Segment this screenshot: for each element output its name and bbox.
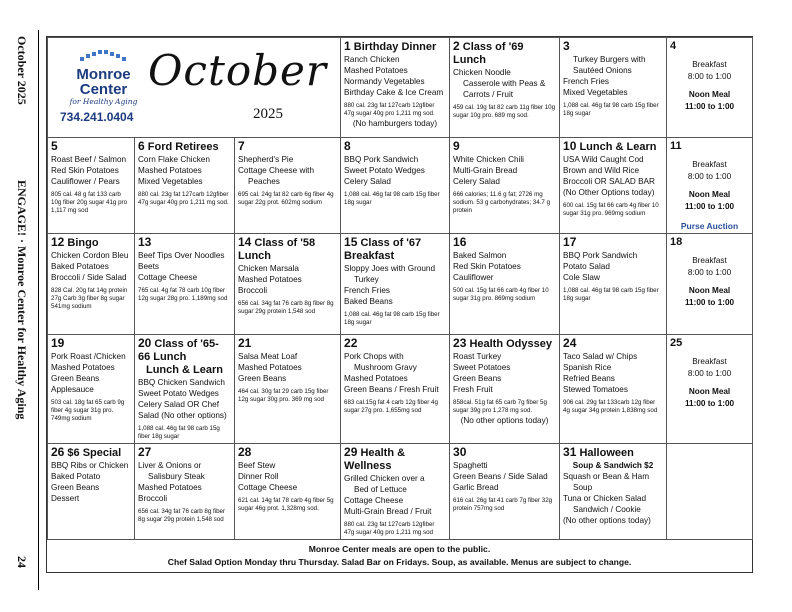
day-number: 15 — [344, 235, 358, 249]
menu-item: Roast Beef / Salmon — [51, 155, 127, 164]
day-number: 17 — [563, 235, 577, 249]
menu-item: Potato Salad — [563, 262, 610, 271]
day-header — [51, 446, 131, 460]
menu-item: Cottage Cheese — [344, 496, 404, 505]
nutrition-info: 695 cal. 24g fat 82 carb 6g fiber 4g sugar 22g prot. 602mg sodium — [238, 191, 334, 206]
menu-item: Sandwich / Cookie — [573, 505, 641, 514]
nutrition-info: 1,088 cal. 46g fat 98 carb 15g fiber 18g sugar — [344, 311, 440, 326]
day-cell — [48, 234, 135, 335]
day-cell — [450, 444, 560, 540]
day-number: 23 — [453, 336, 467, 350]
noon-label: Noon Meal — [688, 90, 731, 99]
menu-item: Green Beans / Fresh Fruit — [344, 385, 439, 394]
menu-item: Salisbury Steak — [148, 472, 205, 481]
menu-item: Shepherd's Pie — [238, 155, 294, 164]
menu-item: Fresh Fruit — [453, 385, 493, 394]
menu-item: Mixed Vegetables — [563, 88, 628, 97]
sidebar-page-number: 24 — [15, 556, 29, 568]
day-cell — [48, 444, 135, 540]
day-cell — [235, 234, 341, 335]
menu-item: Baked Beans — [344, 297, 393, 306]
nutrition-info: 621 cal. 14g fat 78 carb 4g fiber 5g sugar 46g prot. 1,328mg sod. — [238, 497, 334, 512]
calendar-grid — [47, 37, 753, 540]
logo-arc-icon — [74, 48, 134, 62]
menu-item: Stewed Tomatoes — [563, 385, 628, 394]
day-number: 4 — [670, 40, 677, 52]
day-number: 19 — [51, 336, 65, 350]
day-header — [238, 140, 337, 154]
day-header — [138, 236, 231, 250]
day-cell — [135, 138, 235, 234]
calendar-row — [48, 138, 753, 234]
menu-item: Garlic Bread — [453, 483, 499, 492]
menu-item: BBQ Ribs or Chicken — [51, 461, 129, 470]
noon-time: 11:00 to 1:00 — [684, 399, 735, 408]
day-cell — [341, 444, 450, 540]
menu-item: Dinner Roll — [238, 472, 279, 481]
saturday-cell — [667, 138, 753, 234]
menu-item: Baked Salmon — [453, 251, 507, 260]
header-cell — [48, 38, 341, 138]
day-cell — [235, 335, 341, 444]
day-number: 8 — [344, 139, 351, 153]
menu-item: Mashed Potatoes — [138, 483, 202, 492]
day-cell — [560, 234, 667, 335]
day-event-title: $6 Special — [67, 447, 122, 459]
day-number: 2 — [453, 39, 460, 53]
day-number: 22 — [344, 336, 358, 350]
menu-item: French Fries — [563, 77, 609, 86]
nutrition-info: 880 cal. 23g fat 127carb 12gfiber 47g sugar 40g pro 1,211 mg sod. — [344, 102, 435, 117]
nutrition-info: 1,088 cal. 46g fat 98 carb 15g fiber 18g sugar — [344, 191, 440, 206]
day-cell — [450, 234, 560, 335]
menu-item: Spaghetti — [453, 461, 488, 470]
day-event-title: Class of '65-66 Lunch — [138, 338, 219, 363]
day-cell — [135, 444, 235, 540]
day-header — [344, 446, 446, 473]
menu-item: Mashed Potatoes — [344, 66, 408, 75]
nutrition-info: 503 cal. 18g fat 65 carb 9g fiber 4g sugar 31g pro. 749mg sodium — [51, 399, 125, 422]
day-cell — [235, 444, 341, 540]
footer — [47, 540, 752, 572]
day-number: 6 — [138, 139, 145, 153]
menu-item: Spanish Rice — [563, 363, 612, 372]
menu-item: USA Wild Caught Cod — [563, 155, 644, 164]
day-header — [453, 236, 556, 250]
menu-item: Green Beans / Side Salad — [453, 472, 548, 481]
day-number: 18 — [670, 236, 683, 248]
day-event-subtitle: Lunch & Learn — [145, 364, 223, 376]
day-cell — [135, 335, 235, 444]
day-number: 31 — [563, 445, 577, 459]
day-event-title: Class of '67 Breakfast — [344, 237, 422, 262]
day-header — [453, 337, 556, 351]
menu-item: Baked Potato — [51, 472, 101, 481]
day-event-title: Halloween — [579, 447, 634, 459]
menu-item: Mashed Potatoes — [238, 275, 302, 284]
menu-item: Grilled Chicken over a — [344, 474, 425, 483]
menu-item: Sloppy Joes with Ground — [344, 264, 436, 273]
menu-item: Celery Salad — [344, 177, 391, 186]
menu-item: Broccoli / Side Salad — [51, 273, 127, 282]
sidebar-publication: ENGAGE! · Monroe Center for Healthy Aging — [15, 180, 29, 420]
day-header — [563, 236, 663, 250]
menu-item: Green Beans — [453, 374, 502, 383]
menu-item: Green Beans — [51, 374, 100, 383]
footer-line-1: Monroe Center meals are open to the public. — [308, 544, 491, 554]
nutrition-info: 1,088 cal. 46g fat 98 carb 15g fiber 18g sugar — [563, 287, 659, 302]
nutrition-info: 1,088 cal. 46g fat 98 carb 15g fiber 18g sugar — [563, 102, 659, 117]
menu-item: Turkey — [354, 275, 379, 284]
day-cell — [235, 138, 341, 234]
nutrition-info: 600 cal. 15g fat 66 carb 4g fiber 10 sugar 31g pro. 969mg sodium — [563, 202, 659, 217]
day-number: 27 — [138, 445, 152, 459]
day-number: 14 — [238, 235, 252, 249]
menu-item: Brown and Wild Rice — [563, 166, 640, 175]
menu-item: Cottage Cheese — [138, 273, 198, 282]
year-title: 2025 — [253, 106, 283, 122]
menu-note: (No other options today) — [460, 416, 549, 425]
menu-note: (No hamburgers today) — [352, 119, 438, 128]
menu-item: Peaches — [248, 177, 280, 186]
noon-label: Noon Meal — [688, 190, 731, 199]
day-number: 30 — [453, 445, 467, 459]
day-event-title: Ford Retirees — [147, 141, 219, 153]
breakfast-time: 8:00 to 1:00 — [687, 268, 732, 277]
day-header — [51, 236, 131, 250]
menu-item: Chicken Marsala — [238, 264, 299, 273]
noon-meal-hours — [670, 386, 749, 410]
day-header — [344, 337, 446, 351]
page-sidebar — [0, 0, 40, 612]
month-title: October — [148, 46, 327, 95]
noon-meal-hours — [670, 285, 749, 309]
menu-item: (No Other Options today) — [563, 188, 655, 197]
menu-item: BBQ Chicken Sandwich — [138, 378, 225, 387]
calendar-body — [48, 38, 753, 540]
noon-time: 11:00 to 1:00 — [684, 298, 735, 307]
nutrition-info: 1,088 cal. 46g fat 98 carb 15g fiber 18g sugar — [138, 425, 220, 440]
day-header — [51, 337, 131, 351]
nutrition-info: 683 cal.15g fat 4 carb 12g fiber 4g sugar 27g pro. 1,655mg sod — [344, 399, 438, 414]
menu-item: White Chicken Chili — [453, 155, 524, 164]
day-number: 28 — [238, 445, 252, 459]
day-header — [563, 40, 663, 54]
day-header — [238, 446, 337, 460]
breakfast-hours — [670, 356, 749, 380]
noon-label: Noon Meal — [688, 387, 731, 396]
menu-item: Liver & Onions or — [138, 461, 202, 470]
menu-item: Cauliflower — [453, 273, 494, 282]
menu-item: Pork Roast /Chicken — [51, 352, 126, 361]
day-event-title: Class of '69 Lunch — [453, 41, 524, 66]
day-cell — [450, 38, 560, 138]
menu-item: Chicken Cordon Bleu — [51, 251, 129, 260]
menu-item: Salad (No other options) — [138, 411, 227, 420]
nutrition-info: 500 cal. 15g fat 66 carb 4g fiber 10 sugar 31g pro. 869mg sodium — [453, 287, 549, 302]
day-number: 11 — [670, 140, 682, 152]
day-cell — [560, 38, 667, 138]
menu-item: Beets — [138, 262, 159, 271]
nutrition-info: 880 cal. 23g fat 127carb 12gfiber 47g sugar 40g pro 1,211 mg sod — [344, 521, 435, 536]
day-header — [453, 140, 556, 154]
menu-item: Soup & Sandwich $2 — [572, 461, 654, 470]
day-header — [344, 140, 446, 154]
day-cell — [341, 38, 450, 138]
menu-item: Beef Stew — [238, 461, 276, 470]
menu-item: Sautéed Onions — [573, 66, 632, 75]
day-header — [138, 140, 231, 154]
day-event-title: Birthday Dinner — [353, 41, 437, 53]
menu-item: Tuna or Chicken Salad — [563, 494, 646, 503]
day-header — [563, 446, 663, 460]
day-number: 25 — [670, 337, 683, 349]
menu-item: Broccoli OR SALAD BAR — [563, 177, 655, 186]
menu-item: Roast Turkey — [453, 352, 502, 361]
breakfast-time: 8:00 to 1:00 — [687, 369, 732, 378]
day-header — [138, 446, 231, 460]
nutrition-info: 656 cal. 34g fat 76 carb 8g fiber 8g sugar 29g protein 1,548 sod — [138, 508, 226, 523]
day-header — [563, 337, 663, 351]
day-cell — [560, 444, 667, 540]
menu-item: Sweet Potatoes — [453, 363, 511, 372]
breakfast-label: Breakfast — [692, 357, 727, 366]
menu-item: Casserole with Peas & — [463, 79, 546, 88]
day-number: 3 — [563, 39, 570, 53]
calendar-row — [48, 234, 753, 335]
menu-item: Green Beans — [51, 483, 100, 492]
nutrition-info: 765 cal. 4g fat 78 carb 10g fiber 12g sugar 28g pro. 1,189mg sod — [138, 287, 228, 302]
day-header — [238, 337, 337, 351]
calendar-row — [48, 38, 753, 138]
breakfast-label: Breakfast — [692, 60, 727, 69]
day-number: 24 — [563, 336, 577, 350]
menu-item: Normandy Vegetables — [344, 77, 425, 86]
nutrition-info: 805 cal. 48 g fat 133 carb 10g fiber 20g sugar 41g pro 1,117 mg sod — [51, 191, 128, 214]
nutrition-info: 906 cal. 29g fat 133carb 12g fiber 4g sugar 34g protein 1,838mg sod — [563, 399, 658, 414]
calendar-row — [48, 335, 753, 444]
calendar-row — [48, 444, 753, 540]
day-header — [453, 40, 556, 67]
menu-item: Sweet Potato Wedges — [138, 389, 219, 398]
day-cell — [450, 335, 560, 444]
day-cell — [341, 335, 450, 444]
day-number: 21 — [238, 336, 252, 350]
saturday-cell — [667, 444, 753, 540]
day-event-title: Bingo — [67, 237, 99, 249]
nutrition-info: 858cal. 51g fat 65 carb 7g fiber 5g sugar 39g pro 1,278 mg sod. — [453, 399, 547, 414]
breakfast-hours — [670, 59, 749, 83]
day-cell — [450, 138, 560, 234]
event-label: Purse Auction — [680, 221, 739, 231]
menu-item: Chicken Noodle — [453, 68, 511, 77]
day-number: 13 — [138, 235, 152, 249]
menu-calendar — [46, 36, 753, 573]
menu-item: Baked Potatoes — [51, 262, 109, 271]
menu-item: Multi-Grain Bread — [453, 166, 518, 175]
day-event-title: Health & Wellness — [344, 447, 406, 472]
breakfast-hours — [670, 255, 749, 279]
menu-item: BBQ Pork Sandwich — [344, 155, 419, 164]
sidebar-month: October 2025 — [15, 36, 29, 105]
breakfast-label: Breakfast — [692, 160, 727, 169]
breakfast-time: 8:00 to 1:00 — [687, 172, 732, 181]
nutrition-info: 464 cal. 30g fat 29 carb 15g fiber 12g sugar 30g pro. 369 mg sod — [238, 388, 329, 403]
day-cell — [48, 335, 135, 444]
noon-time: 11:00 to 1:00 — [684, 102, 735, 111]
day-number: 12 — [51, 235, 65, 249]
menu-item: BBQ Pork Sandwich — [563, 251, 638, 260]
breakfast-time: 8:00 to 1:00 — [687, 72, 732, 81]
noon-meal-hours — [670, 89, 749, 113]
saturday-cell — [667, 38, 753, 138]
saturday-cell — [667, 335, 753, 444]
day-cell — [560, 138, 667, 234]
org-tagline: for Healthy Aging — [69, 97, 138, 106]
menu-item: Carrots / Fruit — [463, 90, 514, 99]
menu-item: Refried Beans — [563, 374, 615, 383]
day-number: 20 — [138, 336, 152, 350]
org-name-line2: Center — [79, 81, 128, 98]
day-number: 26 — [51, 445, 65, 459]
nutrition-info: 880 cal. 23g fat 127carb 12gfiber 47g sugar 40g pro 1,211 mg sod. — [138, 191, 229, 206]
menu-item: Beef Tips Over Noodles — [138, 251, 225, 260]
menu-item: Sweet Potato Wedges — [344, 166, 425, 175]
menu-item: Pork Chops with — [344, 352, 404, 361]
menu-item: Bed of Lettuce — [354, 485, 407, 494]
phone-number: 734.241.0404 — [60, 110, 134, 124]
noon-label: Noon Meal — [688, 286, 731, 295]
nutrition-info: 656 cal. 34g fat 76 carb 8g fiber 8g sugar 29g protein 1,548 sod — [238, 300, 334, 315]
menu-item: Taco Salad w/ Chips — [563, 352, 638, 361]
breakfast-hours — [670, 159, 749, 183]
day-number: 9 — [453, 139, 460, 153]
menu-item: Ranch Chicken — [344, 55, 400, 64]
menu-item: Squash or Bean & Ham — [563, 472, 650, 481]
menu-item: Mashed Potatoes — [344, 374, 408, 383]
day-number: 1 — [344, 39, 351, 53]
menu-item: Soup — [573, 483, 593, 492]
menu-item: Salsa Meat Loaf — [238, 352, 298, 361]
noon-meal-hours — [670, 189, 749, 213]
day-event-title: Health Odyssey — [469, 338, 552, 350]
menu-item: Corn Flake Chicken — [138, 155, 210, 164]
day-event-title: Lunch & Learn — [579, 141, 657, 153]
menu-item: Mixed Vegetables — [138, 177, 203, 186]
day-number: 16 — [453, 235, 467, 249]
day-header — [238, 236, 337, 263]
day-header — [344, 40, 446, 54]
day-number: 29 — [344, 445, 358, 459]
menu-item: Applesauce — [51, 385, 94, 394]
menu-item: Cole Slaw — [563, 273, 600, 282]
day-header — [344, 236, 446, 263]
sidebar-divider — [38, 30, 39, 590]
menu-item: Dessert — [51, 494, 80, 503]
day-header — [51, 140, 131, 154]
nutrition-info: 666 calories; 11.6 g fat; 2726 mg sodium. 53 g carbohydrates; 34.7 g protein — [453, 191, 551, 214]
day-cell — [341, 234, 450, 335]
day-number: 5 — [51, 139, 58, 153]
day-header — [138, 337, 231, 364]
menu-item: Cottage Cheese — [238, 483, 298, 492]
day-cell — [341, 138, 450, 234]
breakfast-label: Breakfast — [692, 256, 727, 265]
menu-item: Mashed Potatoes — [51, 363, 115, 372]
day-number: 7 — [238, 139, 245, 153]
day-header — [453, 446, 556, 460]
menu-item: French Fries — [344, 286, 390, 295]
menu-item: Mashed Potatoes — [138, 166, 202, 175]
menu-item: Green Beans — [238, 374, 287, 383]
menu-item: Broccoli — [238, 286, 268, 295]
nutrition-info: 616 cal. 26g fat 41 carb 7g fiber 32g protein 757mg sod — [453, 497, 553, 512]
menu-item: Cottage Cheese with — [238, 166, 315, 175]
menu-item: Broccoli — [138, 494, 168, 503]
day-header — [563, 140, 663, 154]
menu-item: Mashed Potatoes — [238, 363, 302, 372]
menu-item: Birthday Cake & Ice Cream — [344, 88, 444, 97]
day-cell — [135, 234, 235, 335]
menu-item: Multi-Grain Bread / Fruit — [344, 507, 432, 516]
menu-item: Red Skin Potatoes — [453, 262, 521, 271]
day-cell — [48, 138, 135, 234]
noon-time: 11:00 to 1:00 — [684, 202, 735, 211]
menu-item: Turkey Burgers with — [573, 55, 646, 64]
footer-line-2: Chef Salad Option Monday thru Thursday. Salad Bar on Fridays. Soup, as available. Menus are subject to change. — [167, 557, 632, 567]
day-cell — [560, 335, 667, 444]
logo — [56, 48, 151, 106]
org-name-line1: Monroe — [76, 66, 131, 83]
nutrition-info: 828 Cal. 20g fat 14g protein 27g Carb 3g fiber 8g sugar 541mg sodium — [51, 287, 128, 310]
menu-item: Red Skin Potatoes — [51, 166, 119, 175]
menu-item: Celery Salad — [453, 177, 500, 186]
menu-item: (No other options today) — [563, 516, 651, 525]
day-event-title: Class of '58 Lunch — [238, 237, 316, 262]
day-number: 10 — [563, 139, 577, 153]
menu-item: Mushroom Gravy — [354, 363, 417, 372]
menu-item: Celery Salad OR Chef — [138, 400, 219, 409]
saturday-cell — [667, 234, 753, 335]
menu-item: Cauliflower / Pears — [51, 177, 120, 186]
nutrition-info: 459 cal. 19g fat 82 carb 11g fiber 10g sugar 10g pro. 689 mg sod. — [453, 104, 556, 119]
